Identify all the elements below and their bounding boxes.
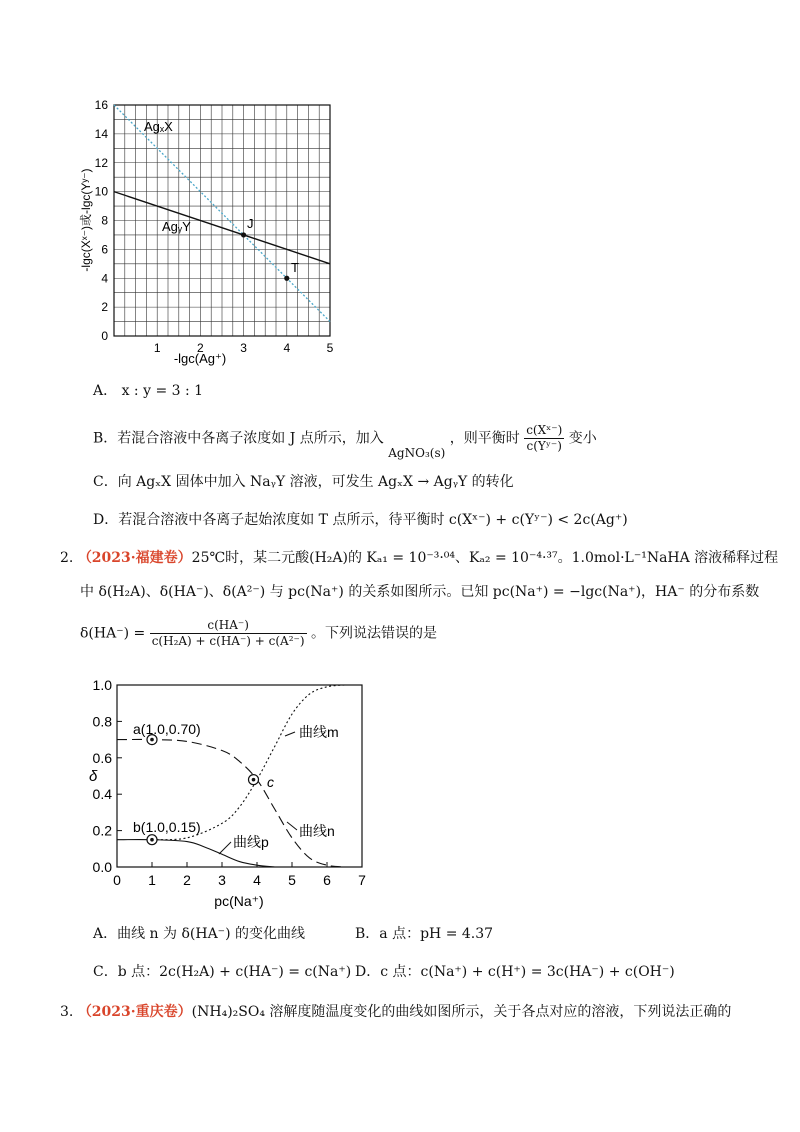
curve-n-leader [287, 822, 297, 830]
q1-option-b: B．若混合溶液中各离子浓度如 J 点所示，加入 AgNO₃(s) ，则平衡时 $\frac{\text{c(Xˣ⁻)}}{\text{c(Yʸ⁻)}}$ 变小 [93, 423, 597, 460]
curve-m-label: 曲线m [299, 724, 339, 740]
chart-1-y-tick-label: 16 [94, 98, 108, 112]
q2-option-b: B．a 点：pH = 4.37 [355, 926, 494, 942]
chart-2-y-tick-label: 0.6 [92, 749, 112, 766]
chart-2-y-tick-label: 0.0 [92, 859, 112, 875]
q1-option-a: A． x : y = 3 : 1 [93, 383, 204, 399]
q2-stem-line-2: 中 δ(H₂A)、δ(HA⁻)、δ(A²⁻) 与 pc(Na⁺) 的关系如图所示。已知 pc(Na⁺) = −lgc(Na⁺)，HA⁻ 的分布系数 [80, 584, 760, 600]
chart-1-x-tick-label: 3 [240, 341, 247, 355]
chart-1-y-tick-label: 6 [101, 242, 108, 257]
chart-2-x-tick-label: 0 [113, 872, 121, 888]
chart-1-grid [114, 105, 330, 336]
curve-p-leader [219, 842, 231, 854]
chart-2-x-tick-label: 2 [183, 872, 191, 888]
legend-agx-label: AgₓX [144, 119, 173, 134]
point-c-label: c [267, 774, 274, 790]
chart-1-x-axis-label: -lgc(Ag⁺) [173, 351, 227, 366]
chart-2-y-tick-label: 0.2 [92, 822, 112, 839]
point-j-marker [241, 232, 246, 237]
q2-option-c: C．b 点：2c(H₂A) + c(HA⁻) = c(Na⁺) [93, 964, 352, 980]
chart-1-y-tick-label: 12 [94, 155, 108, 170]
marker-dot [252, 778, 256, 782]
legend-agy-label: AgᵧY [162, 219, 191, 234]
chart-1-y-tick-label: 2 [101, 300, 108, 315]
chart-1-x-tick-label: 5 [326, 341, 334, 355]
point-b-marker [147, 835, 157, 845]
chart-1-y-axis-label: -lgc(Xˣ⁻)或-lgc(Yʸ⁻) [79, 168, 93, 272]
q2-option-a: A．曲线 n 为 δ(HA⁻) 的变化曲线 [93, 926, 305, 942]
chart-1-x-tick-label: 4 [283, 341, 291, 355]
q2-option-d: D．c 点：c(Na⁺) + c(H⁺) = 3c(HA⁻) + c(OH⁻) [355, 964, 675, 980]
q1-option-d: D．若混合溶液中各离子起始浓度如 T 点所示，待平衡时 c(Xˣ⁻) + c(Yʸ⁻) < 2c(Ag⁺) [93, 512, 628, 528]
chart-1-y-ticks [95, 98, 109, 343]
chart-1-x-tick-label: 2 [197, 341, 204, 355]
chart-2-x-tick-label: 6 [323, 872, 331, 888]
q1-option-b-fraction: $\frac{\text{c(Xˣ⁻)}}{\text{c(Yʸ⁻)}}$ [526, 423, 563, 453]
curve-n-line [117, 739, 345, 867]
chart-2-x-tick-label: 4 [253, 872, 261, 888]
curve-n-label: 曲线n [299, 823, 335, 839]
chart-1 [70, 95, 350, 370]
marker-dot [150, 838, 154, 842]
chart-2 [75, 670, 385, 915]
q2-source: （2023·福建卷） [77, 550, 192, 566]
chart-2-y-axis-label: δ [89, 768, 98, 785]
point-j-label: J [247, 216, 254, 231]
point-c-marker [249, 775, 259, 785]
chart-1-x-tick-label: 1 [153, 341, 161, 355]
chart-2-x-tick-label: 7 [358, 872, 366, 888]
q1-option-c: C．向 AgₓX 固体中加入 NaᵧY 溶液，可发生 AgₓX → AgᵧY 的转化 [93, 474, 514, 490]
chart-2-x-axis-label: pc(Na⁺) [214, 893, 264, 909]
chart-1-y-tick-label: 10 [94, 184, 108, 199]
point-b-label: b(1.0,0.15) [133, 819, 201, 835]
q2-stem-line-1: 2. （2023·福建卷）25℃时，某二元酸(H₂A)的 Kₐ₁ = 10⁻³·⁰⁴、Kₐ₂ = 10⁻⁴·³⁷。1.0mol·L⁻¹NaHA 溶液稀释过程 [60, 550, 779, 566]
point-a-label: a(1.0,0.70) [133, 721, 201, 737]
q3-source: （2023·重庆卷） [77, 1004, 192, 1020]
chart-2-y-tick-label: 1.0 [92, 677, 112, 693]
q2-stem-line-3: δ(HA⁻) = $\frac{c(HA^-)}{\text{c(H₂A) + c(HA⁻) + c(A²⁻)}}$ 。下列说法错误的是 [80, 618, 437, 648]
curve-p-label: 曲线p [233, 834, 269, 850]
chart-1-y-tick-label: 0 [101, 329, 108, 343]
chart-2-y-tick-label: 0.8 [92, 713, 112, 730]
q2-delta-fraction: $\frac{c(HA^-)}{\text{c(H₂A) + c(HA⁻) + c(A²⁻)}}$ [151, 618, 305, 648]
curve-m-line [152, 685, 345, 840]
chart-1-y-tick-label: 8 [101, 213, 108, 228]
q3-stem: 3. （2023·重庆卷）(NH₄)₂SO₄ 溶解度随温度变化的曲线如图所示，关于各点对应的溶液，下列说法正确的 [60, 1004, 732, 1020]
chart-2-x-tick-label: 1 [148, 872, 156, 888]
chart-2-x-tick-label: 5 [288, 872, 296, 888]
chart-2-y-tick-label: 0.4 [92, 786, 112, 803]
chart-1-y-tick-label: 4 [101, 271, 108, 286]
point-t-label: T [291, 260, 299, 275]
chart-2-x-ticks [113, 862, 366, 888]
chart-2-x-tick-label: 3 [218, 872, 226, 888]
marker-dot [150, 738, 154, 742]
curve-m-leader [285, 732, 295, 736]
chart-1-y-tick-label: 14 [94, 126, 108, 141]
point-t-marker [284, 276, 289, 281]
